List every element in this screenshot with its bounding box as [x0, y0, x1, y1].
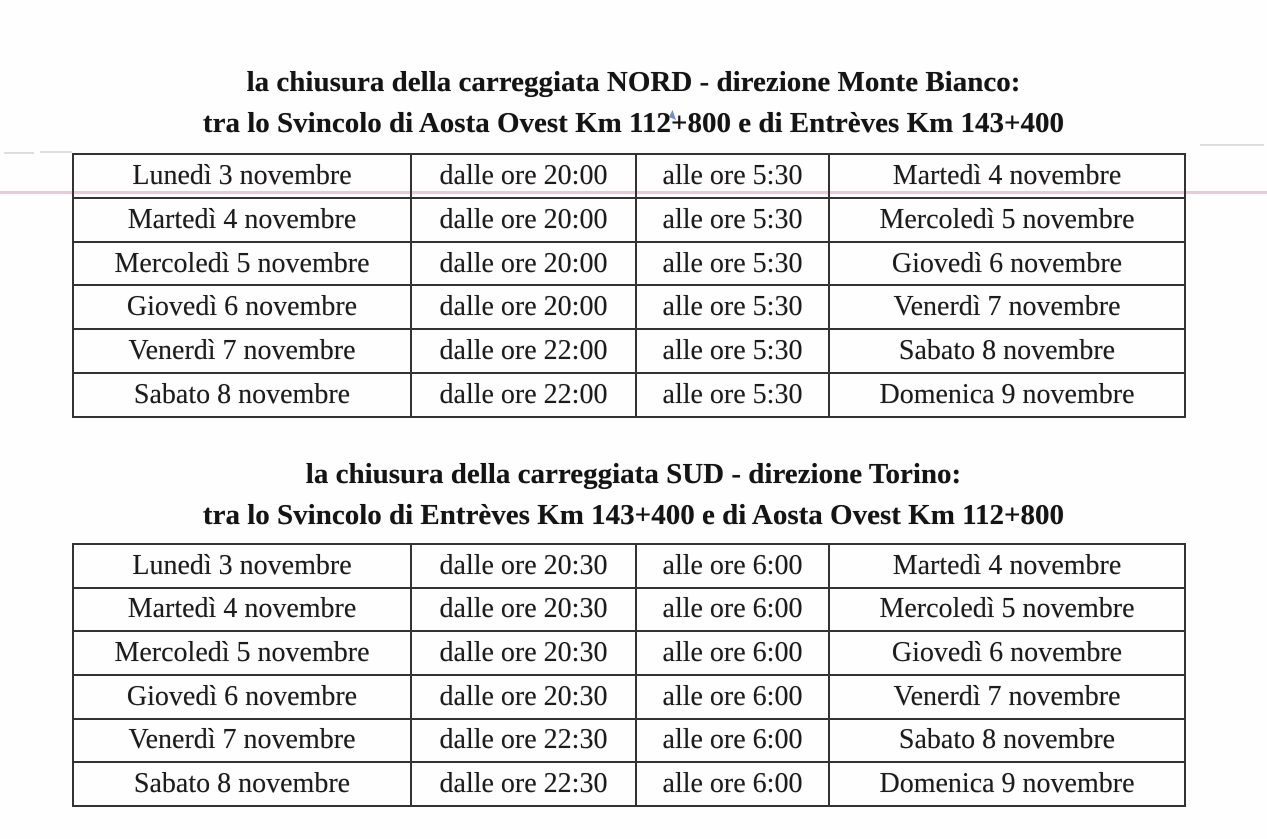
cell-time-to: alle ore 5:30 [636, 285, 829, 329]
section-heading-nord [0, 62, 1267, 144]
table-row [73, 719, 1185, 763]
cell-day-end: Sabato 8 novembre [829, 719, 1185, 763]
cell-time-to: alle ore 6:00 [636, 631, 829, 675]
cell-day-end: Venerdì 7 novembre [829, 675, 1185, 719]
cell-day-end: Martedì 4 novembre [829, 154, 1185, 198]
cell-day-end: Mercoledì 5 novembre [829, 198, 1185, 242]
cell-time-to: alle ore 6:00 [636, 544, 829, 588]
closure-table-sud [72, 543, 1186, 807]
cell-time-to: alle ore 5:30 [636, 329, 829, 373]
cell-day-end: Domenica 9 novembre [829, 373, 1185, 417]
cell-day-end: Giovedì 6 novembre [829, 242, 1185, 286]
cell-day-start: Mercoledì 5 novembre [73, 631, 411, 675]
cell-day-start: Martedì 4 novembre [73, 588, 411, 632]
cell-day-start: Sabato 8 novembre [73, 373, 411, 417]
cell-time-from: dalle ore 20:00 [411, 285, 636, 329]
cell-day-end: Sabato 8 novembre [829, 329, 1185, 373]
heading-nord-line2: tra lo Svincolo di Aosta Ovest Km 112+800 e di Entrèves Km 143+400 [202, 107, 1065, 139]
cell-time-to: alle ore 6:00 [636, 719, 829, 763]
table-row [73, 762, 1185, 806]
cell-time-from: dalle ore 20:30 [411, 631, 636, 675]
table-row [73, 675, 1185, 719]
cell-day-end: Venerdì 7 novembre [829, 285, 1185, 329]
table-row [73, 373, 1185, 417]
cell-day-start: Lunedì 3 novembre [73, 544, 411, 588]
table-row [73, 544, 1185, 588]
cell-time-from: dalle ore 20:30 [411, 675, 636, 719]
cell-day-end: Giovedì 6 novembre [829, 631, 1185, 675]
cell-time-from: dalle ore 20:30 [411, 544, 636, 588]
heading-sud-line2: tra lo Svincolo di Entrèves Km 143+400 e di Aosta Ovest Km 112+800 [202, 499, 1065, 531]
heading-sud-line1: la chiusura della carreggiata SUD - direzione Torino: [305, 458, 962, 490]
heading-nord-line1: la chiusura della carreggiata NORD - direzione Monte Bianco: [246, 66, 1021, 98]
cell-time-to: alle ore 6:00 [636, 762, 829, 806]
section-heading-sud [0, 454, 1267, 536]
cell-time-from: dalle ore 20:00 [411, 154, 636, 198]
scan-artifact-gray-dash [1200, 144, 1264, 146]
cell-time-to: alle ore 5:30 [636, 242, 829, 286]
table-row [73, 588, 1185, 632]
cell-time-to: alle ore 5:30 [636, 198, 829, 242]
scan-artifact-gray-dash [4, 152, 34, 154]
cell-day-end: Domenica 9 novembre [829, 762, 1185, 806]
cell-day-start: Sabato 8 novembre [73, 762, 411, 806]
cell-day-start: Giovedì 6 novembre [73, 675, 411, 719]
cell-day-start: Lunedì 3 novembre [73, 154, 411, 198]
cell-time-from: dalle ore 22:00 [411, 373, 636, 417]
cell-time-to: alle ore 5:30 [636, 154, 829, 198]
table-row [73, 329, 1185, 373]
cell-time-from: dalle ore 22:00 [411, 329, 636, 373]
cell-day-start: Mercoledì 5 novembre [73, 242, 411, 286]
cell-day-start: Venerdì 7 novembre [73, 719, 411, 763]
table-row [73, 242, 1185, 286]
cell-time-from: dalle ore 20:00 [411, 198, 636, 242]
closure-table-nord [72, 153, 1186, 418]
cell-day-end: Mercoledì 5 novembre [829, 588, 1185, 632]
scan-artifact-gray-dash [40, 151, 72, 153]
cell-time-to: alle ore 6:00 [636, 675, 829, 719]
cell-day-start: Giovedì 6 novembre [73, 285, 411, 329]
cell-time-from: dalle ore 22:30 [411, 762, 636, 806]
table-row [73, 198, 1185, 242]
cell-time-to: alle ore 5:30 [636, 373, 829, 417]
table-row [73, 154, 1185, 198]
cell-day-start: Venerdì 7 novembre [73, 329, 411, 373]
table-row [73, 631, 1185, 675]
cell-time-from: dalle ore 20:30 [411, 588, 636, 632]
table-row [73, 285, 1185, 329]
cell-day-start: Martedì 4 novembre [73, 198, 411, 242]
cell-day-end: Martedì 4 novembre [829, 544, 1185, 588]
cell-time-to: alle ore 6:00 [636, 588, 829, 632]
cell-time-from: dalle ore 22:30 [411, 719, 636, 763]
cell-time-from: dalle ore 20:00 [411, 242, 636, 286]
